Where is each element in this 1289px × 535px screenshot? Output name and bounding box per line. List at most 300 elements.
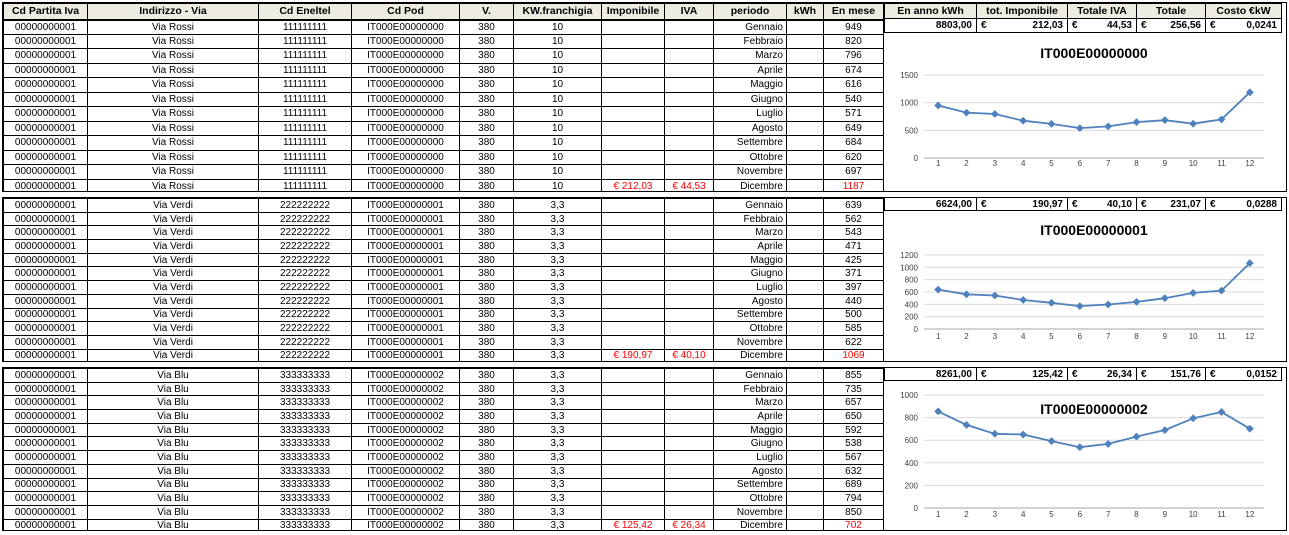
cell-eneltel[interactable]: 333333333	[259, 410, 352, 424]
cell-eneltel[interactable]: 222222222	[259, 294, 352, 308]
cell-imponibile[interactable]	[602, 396, 665, 410]
cell-v[interactable]: 380	[460, 396, 514, 410]
cell-v[interactable]: 380	[460, 322, 514, 336]
cell-kwh[interactable]	[787, 349, 824, 362]
cell-partita-iva[interactable]: 00000000001	[4, 349, 88, 362]
cell-kwh[interactable]	[787, 63, 824, 78]
cell-en-mese[interactable]: 616	[824, 78, 884, 93]
cell-via[interactable]: Via Blu	[88, 464, 259, 478]
cell-iva[interactable]	[665, 49, 714, 64]
cell-periodo[interactable]: Settembre	[714, 478, 787, 492]
cell-en-mese[interactable]: 540	[824, 92, 884, 107]
cell-imponibile[interactable]	[602, 335, 665, 349]
cell-via[interactable]: Via Verdi	[88, 253, 259, 267]
cell-via[interactable]: Via Verdi	[88, 322, 259, 336]
cell-partita-iva[interactable]: 00000000001	[4, 267, 88, 281]
summary-en-anno-kwh[interactable]	[884, 18, 977, 33]
cell-kwh[interactable]	[787, 464, 824, 478]
cell-franchigia[interactable]: 3,3	[514, 369, 602, 383]
summary-costo-kw[interactable]	[1205, 18, 1282, 33]
cell-imponibile[interactable]	[602, 212, 665, 226]
cell-franchigia[interactable]: 3,3	[514, 253, 602, 267]
cell-iva[interactable]	[665, 92, 714, 107]
cell-imponibile[interactable]	[602, 34, 665, 49]
cell-via[interactable]: Via Blu	[88, 396, 259, 410]
column-header[interactable]: Cd Pod	[352, 4, 460, 20]
cell-en-mese[interactable]: 543	[824, 226, 884, 240]
cell-via[interactable]: Via Verdi	[88, 199, 259, 213]
cell-imponibile[interactable]	[602, 322, 665, 336]
cell-v[interactable]: 380	[460, 107, 514, 122]
cell-eneltel[interactable]: 111111111	[259, 34, 352, 49]
cell-via[interactable]: Via Blu	[88, 519, 259, 531]
cell-v[interactable]: 380	[460, 121, 514, 136]
cell-en-mese[interactable]: 620	[824, 150, 884, 165]
cell-partita-iva[interactable]: 00000000001	[4, 226, 88, 240]
cell-franchigia[interactable]: 10	[514, 165, 602, 180]
cell-eneltel[interactable]: 333333333	[259, 464, 352, 478]
cell-v[interactable]: 380	[460, 49, 514, 64]
column-header[interactable]: En mese	[824, 4, 884, 20]
cell-partita-iva[interactable]: 00000000001	[4, 212, 88, 226]
cell-v[interactable]: 380	[460, 410, 514, 424]
cell-partita-iva[interactable]: 00000000001	[4, 423, 88, 437]
cell-iva[interactable]	[665, 226, 714, 240]
cell-en-mese[interactable]: 500	[824, 308, 884, 322]
cell-periodo[interactable]: Agosto	[714, 464, 787, 478]
cell-via[interactable]: Via Rossi	[88, 63, 259, 78]
cell-imponibile[interactable]	[602, 121, 665, 136]
cell-v[interactable]: 380	[460, 226, 514, 240]
cell-kwh[interactable]	[787, 78, 824, 93]
cell-en-mese[interactable]: 622	[824, 335, 884, 349]
cell-pod[interactable]: IT000E00000000	[352, 136, 460, 151]
cell-via[interactable]: Via Rossi	[88, 136, 259, 151]
cell-pod[interactable]: IT000E00000000	[352, 150, 460, 165]
cell-pod[interactable]: IT000E00000002	[352, 382, 460, 396]
cell-en-mese[interactable]: 796	[824, 49, 884, 64]
cell-kwh[interactable]	[787, 382, 824, 396]
column-header[interactable]: kWh	[787, 4, 824, 20]
cell-partita-iva[interactable]: 00000000001	[4, 199, 88, 213]
cell-periodo[interactable]: Aprile	[714, 63, 787, 78]
cell-via[interactable]: Via Verdi	[88, 349, 259, 362]
cell-imponibile[interactable]	[602, 49, 665, 64]
cell-imponibile[interactable]	[602, 451, 665, 465]
cell-iva[interactable]	[665, 335, 714, 349]
summary-en-anno-kwh[interactable]	[884, 197, 977, 211]
cell-pod[interactable]: IT000E00000001	[352, 335, 460, 349]
cell-partita-iva[interactable]: 00000000001	[4, 78, 88, 93]
cell-imponibile[interactable]	[602, 382, 665, 396]
cell-periodo[interactable]: Gennaio	[714, 199, 787, 213]
cell-imponibile[interactable]	[602, 437, 665, 451]
cell-iva[interactable]	[665, 150, 714, 165]
cell-en-mese[interactable]: 562	[824, 212, 884, 226]
cell-periodo[interactable]: Dicembre	[714, 179, 787, 192]
cell-via[interactable]: Via Rossi	[88, 107, 259, 122]
summary-totale[interactable]	[1136, 18, 1206, 33]
cell-en-mese[interactable]: 1187	[824, 179, 884, 192]
cell-imponibile[interactable]	[602, 281, 665, 295]
cell-imponibile[interactable]: € 125,42	[602, 519, 665, 531]
cell-periodo[interactable]: Maggio	[714, 423, 787, 437]
cell-en-mese[interactable]: 567	[824, 451, 884, 465]
cell-imponibile[interactable]	[602, 107, 665, 122]
cell-pod[interactable]: IT000E00000000	[352, 49, 460, 64]
cell-pod[interactable]: IT000E00000002	[352, 478, 460, 492]
cell-via[interactable]: Via Verdi	[88, 335, 259, 349]
cell-via[interactable]: Via Verdi	[88, 267, 259, 281]
cell-eneltel[interactable]: 111111111	[259, 179, 352, 192]
cell-partita-iva[interactable]: 00000000001	[4, 281, 88, 295]
cell-partita-iva[interactable]: 00000000001	[4, 294, 88, 308]
cell-kwh[interactable]	[787, 150, 824, 165]
cell-partita-iva[interactable]: 00000000001	[4, 505, 88, 519]
cell-partita-iva[interactable]: 00000000001	[4, 396, 88, 410]
column-header[interactable]: V.	[460, 4, 514, 20]
cell-franchigia[interactable]: 3,3	[514, 437, 602, 451]
cell-kwh[interactable]	[787, 34, 824, 49]
cell-pod[interactable]: IT000E00000000	[352, 34, 460, 49]
cell-partita-iva[interactable]: 00000000001	[4, 49, 88, 64]
cell-via[interactable]: Via Rossi	[88, 150, 259, 165]
cell-franchigia[interactable]: 3,3	[514, 382, 602, 396]
line-chart-IT000E00000002[interactable]	[884, 384, 1286, 531]
cell-en-mese[interactable]: 371	[824, 267, 884, 281]
column-header[interactable]: Indirizzo - Via	[88, 4, 259, 20]
cell-kwh[interactable]	[787, 410, 824, 424]
cell-pod[interactable]: IT000E00000002	[352, 369, 460, 383]
cell-periodo[interactable]: Ottobre	[714, 322, 787, 336]
cell-franchigia[interactable]: 3,3	[514, 335, 602, 349]
cell-pod[interactable]: IT000E00000001	[352, 308, 460, 322]
cell-imponibile[interactable]	[602, 240, 665, 254]
cell-partita-iva[interactable]: 00000000001	[4, 121, 88, 136]
cell-eneltel[interactable]: 111111111	[259, 165, 352, 180]
summary-totale-iva[interactable]	[1067, 18, 1137, 33]
cell-iva[interactable]	[665, 240, 714, 254]
cell-partita-iva[interactable]: 00000000001	[4, 478, 88, 492]
cell-iva[interactable]	[665, 322, 714, 336]
cell-partita-iva[interactable]: 00000000001	[4, 437, 88, 451]
cell-en-mese[interactable]: 649	[824, 121, 884, 136]
cell-partita-iva[interactable]: 00000000001	[4, 464, 88, 478]
cell-en-mese[interactable]: 850	[824, 505, 884, 519]
cell-via[interactable]: Via Rossi	[88, 165, 259, 180]
cell-eneltel[interactable]: 333333333	[259, 478, 352, 492]
cell-kwh[interactable]	[787, 519, 824, 531]
cell-kwh[interactable]	[787, 322, 824, 336]
cell-eneltel[interactable]: 222222222	[259, 226, 352, 240]
cell-periodo[interactable]: Aprile	[714, 240, 787, 254]
cell-kwh[interactable]	[787, 478, 824, 492]
cell-kwh[interactable]	[787, 165, 824, 180]
cell-en-mese[interactable]: 471	[824, 240, 884, 254]
cell-v[interactable]: 380	[460, 423, 514, 437]
cell-via[interactable]: Via Verdi	[88, 240, 259, 254]
cell-imponibile[interactable]	[602, 226, 665, 240]
cell-kwh[interactable]	[787, 20, 824, 35]
cell-imponibile[interactable]	[602, 165, 665, 180]
cell-imponibile[interactable]	[602, 423, 665, 437]
cell-v[interactable]: 380	[460, 136, 514, 151]
column-header[interactable]: tot. Imponibile	[976, 3, 1068, 19]
cell-kwh[interactable]	[787, 212, 824, 226]
cell-pod[interactable]: IT000E00000001	[352, 253, 460, 267]
cell-pod[interactable]: IT000E00000002	[352, 437, 460, 451]
cell-en-mese[interactable]: 425	[824, 253, 884, 267]
cell-via[interactable]: Via Blu	[88, 369, 259, 383]
cell-via[interactable]: Via Rossi	[88, 34, 259, 49]
cell-periodo[interactable]: Dicembre	[714, 519, 787, 531]
cell-franchigia[interactable]: 3,3	[514, 478, 602, 492]
cell-eneltel[interactable]: 111111111	[259, 107, 352, 122]
cell-periodo[interactable]: Gennaio	[714, 369, 787, 383]
cell-imponibile[interactable]	[602, 136, 665, 151]
cell-pod[interactable]: IT000E00000000	[352, 165, 460, 180]
cell-periodo[interactable]: Marzo	[714, 49, 787, 64]
cell-pod[interactable]: IT000E00000002	[352, 410, 460, 424]
cell-via[interactable]: Via Verdi	[88, 226, 259, 240]
cell-via[interactable]: Via Rossi	[88, 121, 259, 136]
cell-periodo[interactable]: Settembre	[714, 308, 787, 322]
cell-iva[interactable]	[665, 369, 714, 383]
cell-v[interactable]: 380	[460, 464, 514, 478]
cell-imponibile[interactable]: € 190,97	[602, 349, 665, 362]
summary-totale-iva[interactable]	[1067, 367, 1137, 381]
cell-kwh[interactable]	[787, 199, 824, 213]
cell-periodo[interactable]: Agosto	[714, 294, 787, 308]
cell-v[interactable]: 380	[460, 349, 514, 362]
cell-v[interactable]: 380	[460, 78, 514, 93]
cell-partita-iva[interactable]: 00000000001	[4, 451, 88, 465]
cell-franchigia[interactable]: 10	[514, 63, 602, 78]
cell-kwh[interactable]	[787, 226, 824, 240]
cell-imponibile[interactable]	[602, 199, 665, 213]
cell-imponibile[interactable]	[602, 20, 665, 35]
cell-eneltel[interactable]: 333333333	[259, 451, 352, 465]
cell-pod[interactable]: IT000E00000000	[352, 63, 460, 78]
cell-eneltel[interactable]: 111111111	[259, 150, 352, 165]
cell-eneltel[interactable]: 222222222	[259, 199, 352, 213]
cell-iva[interactable]	[665, 437, 714, 451]
cell-v[interactable]: 380	[460, 505, 514, 519]
cell-kwh[interactable]	[787, 49, 824, 64]
cell-eneltel[interactable]: 222222222	[259, 281, 352, 295]
cell-v[interactable]: 380	[460, 451, 514, 465]
cell-partita-iva[interactable]: 00000000001	[4, 165, 88, 180]
cell-eneltel[interactable]: 222222222	[259, 349, 352, 362]
cell-imponibile[interactable]	[602, 294, 665, 308]
cell-franchigia[interactable]: 10	[514, 34, 602, 49]
cell-eneltel[interactable]: 333333333	[259, 396, 352, 410]
cell-pod[interactable]: IT000E00000001	[352, 349, 460, 362]
cell-franchigia[interactable]: 10	[514, 78, 602, 93]
cell-periodo[interactable]: Settembre	[714, 136, 787, 151]
cell-en-mese[interactable]: 632	[824, 464, 884, 478]
cell-partita-iva[interactable]: 00000000001	[4, 369, 88, 383]
cell-periodo[interactable]: Novembre	[714, 335, 787, 349]
cell-iva[interactable]	[665, 281, 714, 295]
cell-kwh[interactable]	[787, 369, 824, 383]
cell-franchigia[interactable]: 3,3	[514, 240, 602, 254]
cell-imponibile[interactable]	[602, 505, 665, 519]
cell-periodo[interactable]: Maggio	[714, 78, 787, 93]
cell-imponibile[interactable]	[602, 308, 665, 322]
cell-via[interactable]: Via Verdi	[88, 281, 259, 295]
cell-partita-iva[interactable]: 00000000001	[4, 492, 88, 506]
cell-franchigia[interactable]: 10	[514, 20, 602, 35]
cell-iva[interactable]	[665, 107, 714, 122]
cell-eneltel[interactable]: 333333333	[259, 382, 352, 396]
cell-iva[interactable]	[665, 267, 714, 281]
cell-franchigia[interactable]: 3,3	[514, 308, 602, 322]
cell-en-mese[interactable]: 702	[824, 519, 884, 531]
cell-franchigia[interactable]: 3,3	[514, 212, 602, 226]
cell-franchigia[interactable]: 3,3	[514, 423, 602, 437]
column-header[interactable]: Imponibile	[602, 4, 665, 20]
cell-periodo[interactable]: Luglio	[714, 107, 787, 122]
cell-eneltel[interactable]: 222222222	[259, 322, 352, 336]
cell-periodo[interactable]: Gennaio	[714, 20, 787, 35]
cell-partita-iva[interactable]: 00000000001	[4, 382, 88, 396]
cell-pod[interactable]: IT000E00000001	[352, 281, 460, 295]
cell-franchigia[interactable]: 3,3	[514, 294, 602, 308]
cell-imponibile[interactable]	[602, 253, 665, 267]
cell-en-mese[interactable]: 697	[824, 165, 884, 180]
cell-eneltel[interactable]: 111111111	[259, 49, 352, 64]
line-chart-IT000E00000000[interactable]	[884, 35, 1286, 192]
cell-eneltel[interactable]: 333333333	[259, 505, 352, 519]
cell-v[interactable]: 380	[460, 294, 514, 308]
cell-periodo[interactable]: Novembre	[714, 165, 787, 180]
cell-periodo[interactable]: Ottobre	[714, 492, 787, 506]
cell-via[interactable]: Via Rossi	[88, 49, 259, 64]
cell-iva[interactable]	[665, 212, 714, 226]
cell-iva[interactable]: € 44,53	[665, 179, 714, 192]
cell-kwh[interactable]	[787, 136, 824, 151]
cell-eneltel[interactable]: 111111111	[259, 136, 352, 151]
cell-via[interactable]: Via Rossi	[88, 179, 259, 192]
cell-partita-iva[interactable]: 00000000001	[4, 308, 88, 322]
cell-pod[interactable]: IT000E00000000	[352, 179, 460, 192]
cell-iva[interactable]	[665, 78, 714, 93]
cell-kwh[interactable]	[787, 423, 824, 437]
cell-periodo[interactable]: Novembre	[714, 505, 787, 519]
cell-franchigia[interactable]: 3,3	[514, 451, 602, 465]
cell-partita-iva[interactable]: 00000000001	[4, 410, 88, 424]
cell-pod[interactable]: IT000E00000001	[352, 294, 460, 308]
summary-totale[interactable]	[1136, 367, 1206, 381]
cell-v[interactable]: 380	[460, 281, 514, 295]
cell-imponibile[interactable]	[602, 63, 665, 78]
cell-iva[interactable]	[665, 505, 714, 519]
cell-pod[interactable]: IT000E00000000	[352, 78, 460, 93]
cell-franchigia[interactable]: 3,3	[514, 281, 602, 295]
cell-eneltel[interactable]: 222222222	[259, 267, 352, 281]
cell-periodo[interactable]: Aprile	[714, 410, 787, 424]
cell-iva[interactable]	[665, 396, 714, 410]
cell-partita-iva[interactable]: 00000000001	[4, 335, 88, 349]
cell-en-mese[interactable]: 1069	[824, 349, 884, 362]
column-header[interactable]: Totale	[1136, 3, 1206, 19]
cell-partita-iva[interactable]: 00000000001	[4, 20, 88, 35]
cell-en-mese[interactable]: 684	[824, 136, 884, 151]
cell-kwh[interactable]	[787, 179, 824, 192]
column-header[interactable]: En anno kWh	[884, 3, 977, 19]
summary-totale[interactable]	[1136, 197, 1206, 211]
cell-iva[interactable]	[665, 451, 714, 465]
cell-iva[interactable]	[665, 34, 714, 49]
summary-en-anno-kwh[interactable]	[884, 367, 977, 381]
cell-en-mese[interactable]: 794	[824, 492, 884, 506]
cell-en-mese[interactable]: 585	[824, 322, 884, 336]
summary-tot-imponibile[interactable]	[976, 367, 1068, 381]
cell-imponibile[interactable]	[602, 410, 665, 424]
cell-en-mese[interactable]: 949	[824, 20, 884, 35]
cell-franchigia[interactable]: 3,3	[514, 519, 602, 531]
cell-pod[interactable]: IT000E00000001	[352, 322, 460, 336]
cell-iva[interactable]	[665, 294, 714, 308]
cell-periodo[interactable]: Dicembre	[714, 349, 787, 362]
cell-eneltel[interactable]: 333333333	[259, 519, 352, 531]
cell-pod[interactable]: IT000E00000002	[352, 464, 460, 478]
column-header[interactable]: periodo	[714, 4, 787, 20]
cell-v[interactable]: 380	[460, 212, 514, 226]
cell-iva[interactable]	[665, 121, 714, 136]
cell-en-mese[interactable]: 820	[824, 34, 884, 49]
cell-eneltel[interactable]: 111111111	[259, 63, 352, 78]
cell-pod[interactable]: IT000E00000001	[352, 199, 460, 213]
cell-iva[interactable]	[665, 492, 714, 506]
cell-iva[interactable]	[665, 410, 714, 424]
cell-kwh[interactable]	[787, 240, 824, 254]
cell-via[interactable]: Via Blu	[88, 478, 259, 492]
cell-imponibile[interactable]	[602, 78, 665, 93]
cell-periodo[interactable]: Marzo	[714, 396, 787, 410]
cell-pod[interactable]: IT000E00000001	[352, 240, 460, 254]
cell-iva[interactable]	[665, 423, 714, 437]
cell-en-mese[interactable]: 440	[824, 294, 884, 308]
cell-franchigia[interactable]: 10	[514, 150, 602, 165]
cell-v[interactable]: 380	[460, 335, 514, 349]
cell-partita-iva[interactable]: 00000000001	[4, 519, 88, 531]
cell-franchigia[interactable]: 10	[514, 107, 602, 122]
cell-pod[interactable]: IT000E00000002	[352, 396, 460, 410]
cell-periodo[interactable]: Luglio	[714, 451, 787, 465]
cell-imponibile[interactable]	[602, 492, 665, 506]
cell-en-mese[interactable]: 538	[824, 437, 884, 451]
cell-via[interactable]: Via Rossi	[88, 78, 259, 93]
cell-franchigia[interactable]: 10	[514, 136, 602, 151]
cell-iva[interactable]	[665, 478, 714, 492]
cell-kwh[interactable]	[787, 121, 824, 136]
cell-pod[interactable]: IT000E00000001	[352, 267, 460, 281]
cell-via[interactable]: Via Rossi	[88, 92, 259, 107]
cell-v[interactable]: 380	[460, 150, 514, 165]
cell-franchigia[interactable]: 3,3	[514, 267, 602, 281]
cell-en-mese[interactable]: 592	[824, 423, 884, 437]
cell-periodo[interactable]: Febbraio	[714, 382, 787, 396]
cell-franchigia[interactable]: 3,3	[514, 505, 602, 519]
cell-iva[interactable]	[665, 136, 714, 151]
cell-kwh[interactable]	[787, 437, 824, 451]
cell-v[interactable]: 380	[460, 179, 514, 192]
cell-kwh[interactable]	[787, 396, 824, 410]
cell-franchigia[interactable]: 10	[514, 121, 602, 136]
cell-periodo[interactable]: Febbraio	[714, 34, 787, 49]
